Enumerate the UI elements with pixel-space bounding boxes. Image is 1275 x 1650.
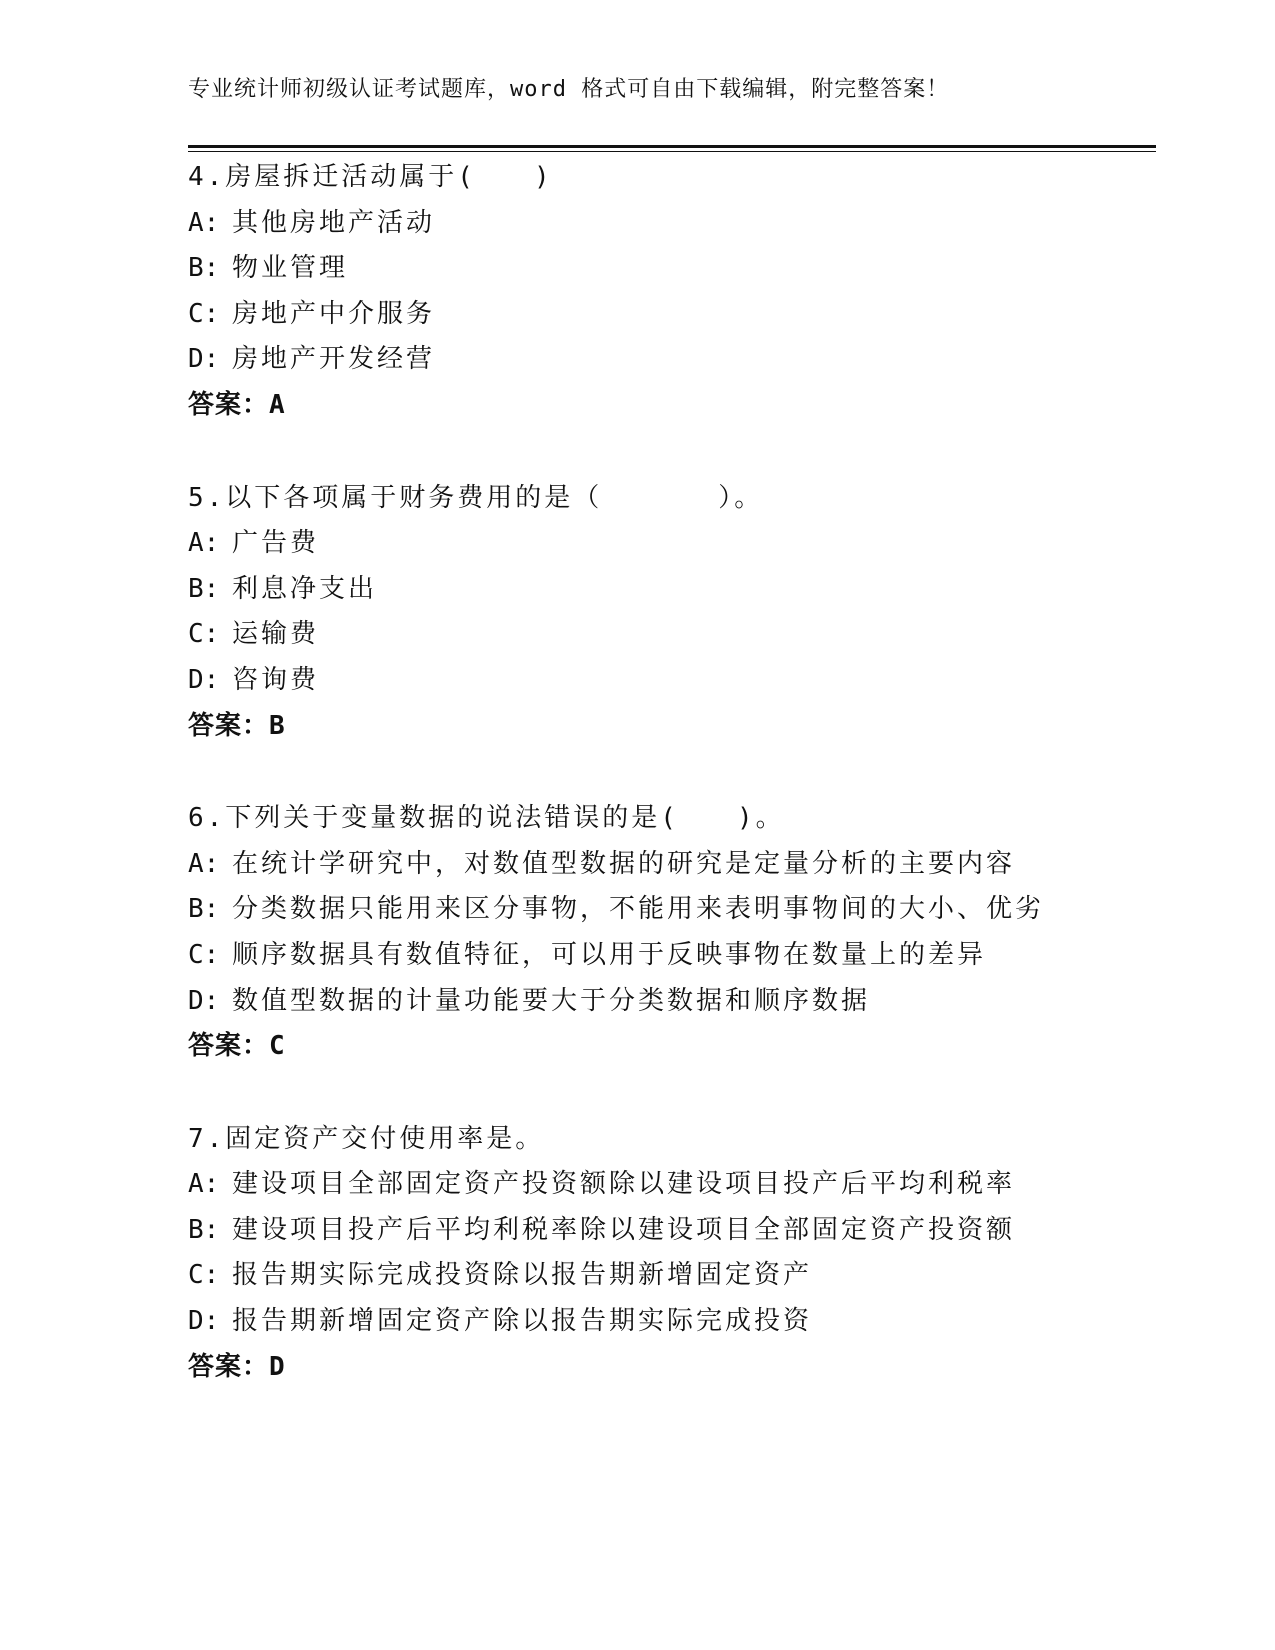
option-a	[188, 1162, 1148, 1208]
answer: 答案：A	[188, 389, 286, 420]
question-stem: 6.下列关于变量数据的说法错误的是( )。	[188, 803, 785, 834]
option-text: 报告期新增固定资产除以报告期实际完成投资	[232, 1306, 813, 1337]
question-4	[188, 155, 1148, 429]
option-text: 广告费	[232, 528, 320, 559]
option-text: 房地产中介服务	[232, 298, 436, 329]
question-stem: 5.以下各项属于财务费用的是（ ）。	[188, 482, 764, 513]
option-key: D:	[188, 344, 220, 375]
option-a	[188, 521, 1148, 567]
option-key: A:	[188, 848, 220, 879]
option-c	[188, 933, 1148, 979]
answer: 答案：C	[188, 1031, 286, 1062]
option-key: B:	[188, 1214, 220, 1245]
question-7	[188, 1117, 1148, 1391]
option-key: B:	[188, 894, 220, 925]
option-key: D:	[188, 1306, 220, 1337]
option-text: 房地产开发经营	[232, 344, 436, 375]
option-text: 其他房地产活动	[232, 207, 436, 238]
option-d	[188, 658, 1148, 704]
option-text: 数值型数据的计量功能要大于分类数据和顺序数据	[232, 985, 871, 1016]
header-rule-thick	[188, 145, 1156, 148]
option-text: 顺序数据具有数值特征，可以用于反映事物在数量上的差异	[232, 939, 987, 970]
question-list	[188, 155, 1148, 1437]
option-a	[188, 842, 1148, 888]
option-text: 咨询费	[232, 664, 320, 695]
option-d	[188, 1299, 1148, 1345]
option-key: D:	[188, 664, 220, 695]
option-key: C:	[188, 1260, 220, 1291]
question-5	[188, 476, 1148, 750]
answer: 答案：D	[188, 1351, 286, 1382]
header-rule-thin	[188, 151, 1156, 152]
option-key: A:	[188, 207, 220, 238]
option-key: B:	[188, 573, 220, 604]
option-key: C:	[188, 298, 220, 329]
option-c	[188, 612, 1148, 658]
option-key: D:	[188, 985, 220, 1016]
option-c	[188, 1253, 1148, 1299]
option-text: 分类数据只能用来区分事物，不能用来表明事物间的大小、优劣	[232, 894, 1045, 925]
option-d	[188, 979, 1148, 1025]
question-6	[188, 796, 1148, 1070]
answer: 答案：B	[188, 710, 286, 741]
option-key: A:	[188, 528, 220, 559]
option-b	[188, 887, 1148, 933]
option-key: C:	[188, 619, 220, 650]
document-header: 专业统计师初级认证考试题库，word 格式可自由下载编辑，附完整答案！	[188, 77, 950, 102]
option-a	[188, 201, 1148, 247]
question-stem: 7.固定资产交付使用率是。	[188, 1123, 545, 1154]
option-text: 物业管理	[232, 253, 349, 284]
option-text: 在统计学研究中，对数值型数据的研究是定量分析的主要内容	[232, 848, 1016, 879]
option-key: C:	[188, 939, 220, 970]
option-d	[188, 337, 1148, 383]
option-key: B:	[188, 253, 220, 284]
option-c	[188, 292, 1148, 338]
option-b	[188, 1208, 1148, 1254]
option-b	[188, 246, 1148, 292]
option-b	[188, 567, 1148, 613]
option-text: 报告期实际完成投资除以报告期新增固定资产	[232, 1260, 813, 1291]
option-text: 运输费	[232, 619, 320, 650]
option-key: A:	[188, 1169, 220, 1200]
option-text: 建设项目投产后平均利税率除以建设项目全部固定资产投资额	[232, 1214, 1016, 1245]
question-stem: 4.房屋拆迁活动属于( )	[188, 162, 553, 192]
option-text: 建设项目全部固定资产投资额除以建设项目投产后平均利税率	[232, 1169, 1016, 1200]
option-text: 利息净支出	[232, 573, 378, 604]
